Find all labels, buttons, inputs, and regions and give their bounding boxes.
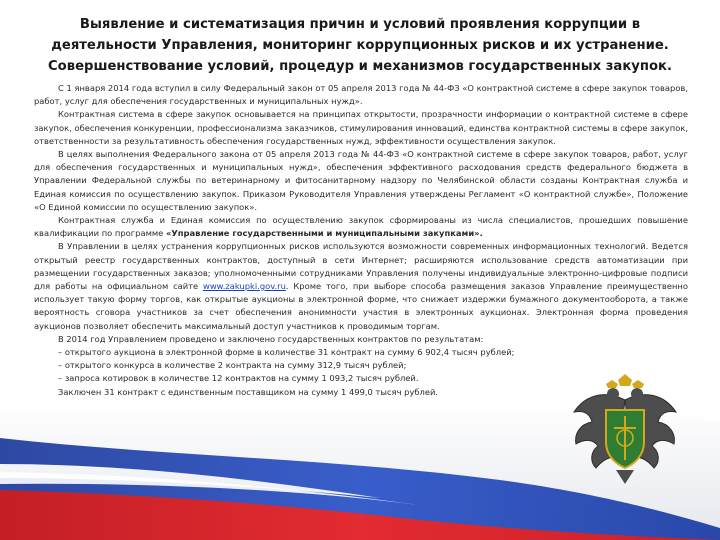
technologies-text-cont: . Кроме того, при выборе способа размещения заказов Управление преимущественно использует такую форму торгов, как открытые аукционы в электронной форме, что снижает издержки бумажного документооборота, а также вероятность сговора участников за счет обеспечения анонимности участия в электронных аукционах. Электронная форма проведения аукционов позволяет обеспечить максимальный доступ участников к проводимым торгам.: [34, 281, 688, 331]
title-line-2: деятельности Управления, мониторинг коррупционных рисков и их устранение.: [51, 38, 669, 53]
title-line-1: Выявление и систематизация причин и условий проявления коррупции в: [79, 17, 641, 32]
qualification-text: Контрактная служба и Единая комиссия по осуществлению закупок сформированы из числа специалистов, прошедших повышение квалификации по программе: [34, 215, 688, 239]
paragraph-results: В 2014 год Управлением проведено и заключено государственных контрактов по результатам:: [58, 333, 484, 344]
technologies-text: В Управлении в целях устранения коррупционных рисков используются возможности современных информационных технологий. Ведется открытый реестр государственных контрактов, доступный в сети Интернет; расширяются использование средств автоматизации при размещении государственных заказов; уполномоченными сотрудниками Управления получены индивидуальные электронно-цифровые подписи для работы на официальном сайте: [34, 241, 688, 292]
paragraph-qualification: [34, 214, 688, 240]
paragraph-single-supplier: Заключен 31 контракт с единственным поставщиком на сумму 1 499,0 тысяч рублей.: [58, 386, 439, 397]
body-text: [34, 82, 688, 399]
paragraph-contract-service: В целях выполнения Федерального закона от 05 апреля 2013 года № 44-ФЗ «О контрактной системе в сфере закупок товаров, работ, услуг для обеспечения государственных и муниципальных нужд», обеспечения эффективного расходования средств федерального бюджета в Управлении Федеральной службы по ветеринарному и фитосанитарному надзору по Челябинской области созданы Контрактная служба и Единая комиссия по осуществлению закупок. Приказом Руководителя Управления утверждены Регламент «О контрактной службе», Положение «О Единой комиссии по осуществлению закупок».: [34, 149, 688, 212]
paragraph-principles: Контрактная система в сфере закупок основывается на принципах открытости, прозрачности информации о контрактной системе в сфере закупок, обеспечения конкуренции, профессионализма заказчиков, стимулирования инноваций, единства контрактной системы в сфере закупок, ответственности за результативность обеспечения государственных нужд, эффективности осуществления закупок.: [34, 109, 688, 146]
zakupki-link[interactable]: www.zakupki.gov.ru: [203, 281, 286, 292]
list-item: – запроса котировок в количестве 12 контрактов на сумму 1 093,2 тысяч рублей.: [58, 373, 419, 384]
list-item: – открытого аукциона в электронной форме в количестве 31 контракт на сумму 6 902,4 тысяч рублей;: [58, 347, 515, 358]
list-item: – открытого конкурса в количестве 2 контракта на сумму 312,9 тысяч рублей;: [58, 360, 407, 371]
paragraph-law: С 1 января 2014 года вступил в силу Федеральный закон от 05 апреля 2013 года № 44-ФЗ «О контрактной системе в сфере закупок товаров, работ, услуг для обеспечения государственных и муниципальных нужд».: [34, 83, 688, 107]
qualification-program: «Управление государственными и муниципальными закупками».: [165, 228, 483, 239]
title-line-3: Совершенствование условий, процедур и механизмов государственных закупок.: [47, 59, 673, 74]
page-title: [40, 14, 680, 77]
paragraph-technologies: [34, 240, 688, 332]
